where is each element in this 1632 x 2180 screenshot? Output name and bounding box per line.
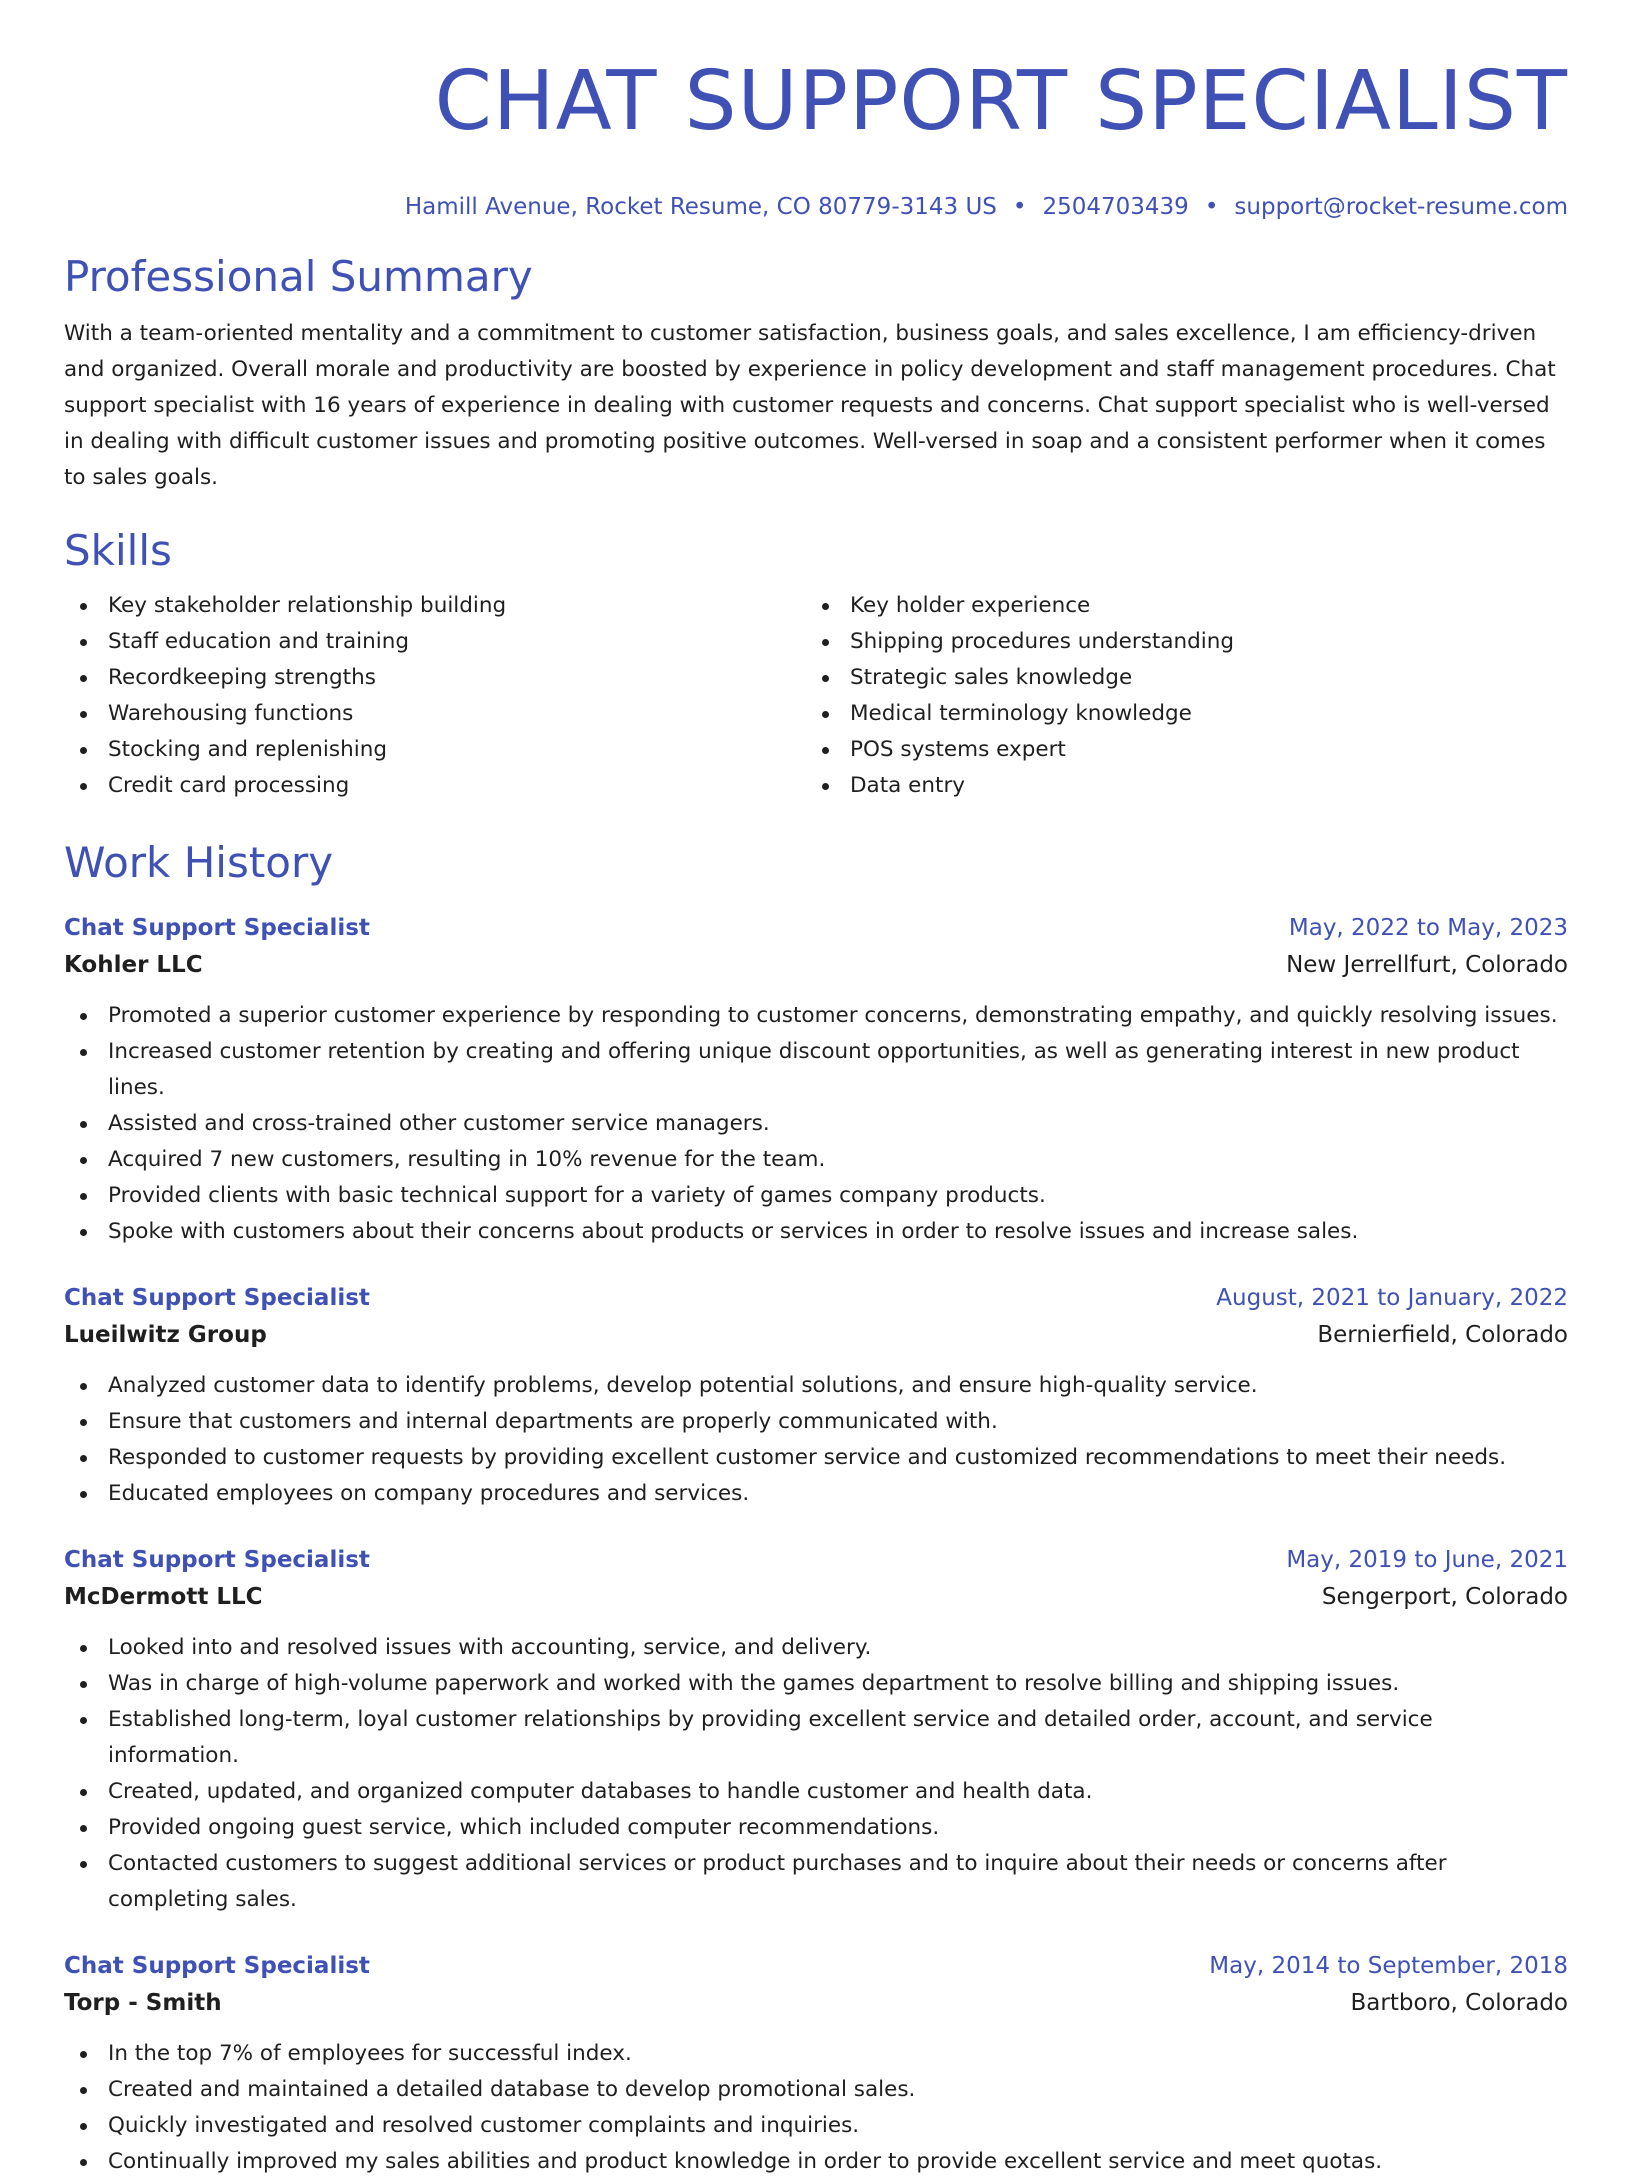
job-company: Lueilwitz Group [64,1322,267,1348]
job-bullets [64,1630,1568,1918]
job-dates: May, 2022 to May, 2023 [1288,915,1568,941]
skill-item: POS systems expert [806,732,1548,768]
job-bullet: Quickly investigated and resolved customer complaints and inquiries. [64,2108,1568,2144]
job-bullets [64,998,1568,1250]
job-entry [64,1542,1568,1918]
skill-item: Staff education and training [64,624,806,660]
job-bullet: In the top 7% of employees for successful index. [64,2036,1568,2072]
contact-phone[interactable]: 2504703439 [1042,194,1189,220]
job-bullet: Established long-term, loyal customer relationships by providing excellent service and detailed order, account, and service information. [64,1702,1568,1774]
job-bullet: Assisted and cross-trained other customer service managers. [64,1106,1568,1142]
job-title-row [64,1280,1568,1316]
work-history-heading: Work History [64,838,334,887]
summary-text: With a team-oriented mentality and a commitment to customer satisfaction, business goals, and sales excellence, I am efficiency-driven and organized. Overall morale and productivity are boosted by experience in policy development and staff management procedures. Chat support specialist with 16 years of experience in dealing with customer requests and concerns. Chat support specialist who is well-versed in dealing with difficult customer issues and promoting positive outcomes. Well-versed in soap and a consistent performer when it comes to sales goals. [64,321,1556,490]
skill-item: Recordkeeping strengths [64,660,806,696]
skill-item: Credit card processing [64,768,806,804]
job-company-row [64,1578,1568,1616]
resume-name: CHAT SUPPORT SPECIALIST [434,54,1568,149]
contact-line [64,192,1568,222]
job-bullet: Responded to customer requests by providing excellent customer service and customized recommendations to meet their needs. [64,1440,1568,1476]
skills-list-left [64,588,806,804]
skill-item: Warehousing functions [64,696,806,732]
job-bullet: Acquired 7 new customers, resulting in 10% revenue for the team. [64,1142,1568,1178]
job-bullet: Created, updated, and organized computer databases to handle customer and health data. [64,1774,1568,1810]
job-bullet: Contacted customers to suggest additional services or product purchases and to inquire about their needs or concerns after completing sales. [64,1846,1568,1918]
job-title: Chat Support Specialist [64,1547,370,1573]
contact-address: Hamill Avenue, Rocket Resume, CO 80779-3143 US [404,194,997,220]
skill-item: Key holder experience [806,588,1548,624]
job-title-row [64,910,1568,946]
job-title: Chat Support Specialist [64,1953,370,1979]
job-bullet: Looked into and resolved issues with accounting, service, and delivery. [64,1630,1568,1666]
job-bullet: Analyzed customer data to identify problems, develop potential solutions, and ensure high-quality service. [64,1368,1568,1404]
job-company: McDermott LLC [64,1584,263,1610]
job-location: Bartboro, Colorado [1350,1990,1568,2016]
job-title: Chat Support Specialist [64,915,370,941]
job-company: Kohler LLC [64,952,203,978]
job-bullet: Spoke with customers about their concerns about products or services in order to resolve issues and increase sales. [64,1214,1568,1250]
job-dates: May, 2019 to June, 2021 [1286,1547,1568,1573]
summary-heading: Professional Summary [64,252,533,301]
job-dates: May, 2014 to September, 2018 [1209,1953,1568,1979]
skill-item: Shipping procedures understanding [806,624,1548,660]
job-location: Bernierfield, Colorado [1317,1322,1568,1348]
job-bullet: Created and maintained a detailed database to develop promotional sales. [64,2072,1568,2108]
contact-email[interactable]: support@rocket-resume.com [1234,194,1568,220]
skill-item: Stocking and replenishing [64,732,806,768]
skill-item: Medical terminology knowledge [806,696,1548,732]
resume-header [64,0,1568,222]
job-company: Torp - Smith [64,1990,222,2016]
skill-item: Data entry [806,768,1548,804]
job-bullet: Continually improved my sales abilities and product knowledge in order to provide excellent service and meet quotas. [64,2144,1568,2180]
job-entry [64,1948,1568,2180]
job-company-row [64,946,1568,984]
job-bullet: Was in charge of high-volume paperwork and worked with the games department to resolve billing and shipping issues. [64,1666,1568,1702]
job-entry [64,910,1568,1250]
job-bullet: Educated employees on company procedures and services. [64,1476,1568,1512]
skill-item: Strategic sales knowledge [806,660,1548,696]
job-bullets [64,1368,1568,1512]
skills-list-right [806,588,1548,804]
job-title: Chat Support Specialist [64,1285,370,1311]
skills-heading: Skills [64,526,172,575]
job-title-row [64,1542,1568,1578]
resume-page [64,0,1568,2180]
contact-separator: • [1012,194,1027,220]
job-bullet: Increased customer retention by creating and offering unique discount opportunities, as well as generating interest in new product lines. [64,1034,1568,1106]
contact-separator: • [1204,194,1219,220]
job-bullets [64,2036,1568,2180]
job-location: Sengerport, Colorado [1321,1584,1568,1610]
job-bullet: Ensure that customers and internal departments are properly communicated with. [64,1404,1568,1440]
job-dates: August, 2021 to January, 2022 [1216,1285,1568,1311]
job-company-row [64,1984,1568,2022]
skill-item: Key stakeholder relationship building [64,588,806,624]
job-location: New Jerrellfurt, Colorado [1286,952,1568,978]
job-bullet: Provided ongoing guest service, which included computer recommendations. [64,1810,1568,1846]
job-company-row [64,1316,1568,1354]
skills-grid [64,588,1568,804]
job-entry [64,1280,1568,1512]
job-title-row [64,1948,1568,1984]
job-bullet: Provided clients with basic technical support for a variety of games company products. [64,1178,1568,1214]
job-bullet: Promoted a superior customer experience by responding to customer concerns, demonstrating empathy, and quickly resolving issues. [64,998,1568,1034]
